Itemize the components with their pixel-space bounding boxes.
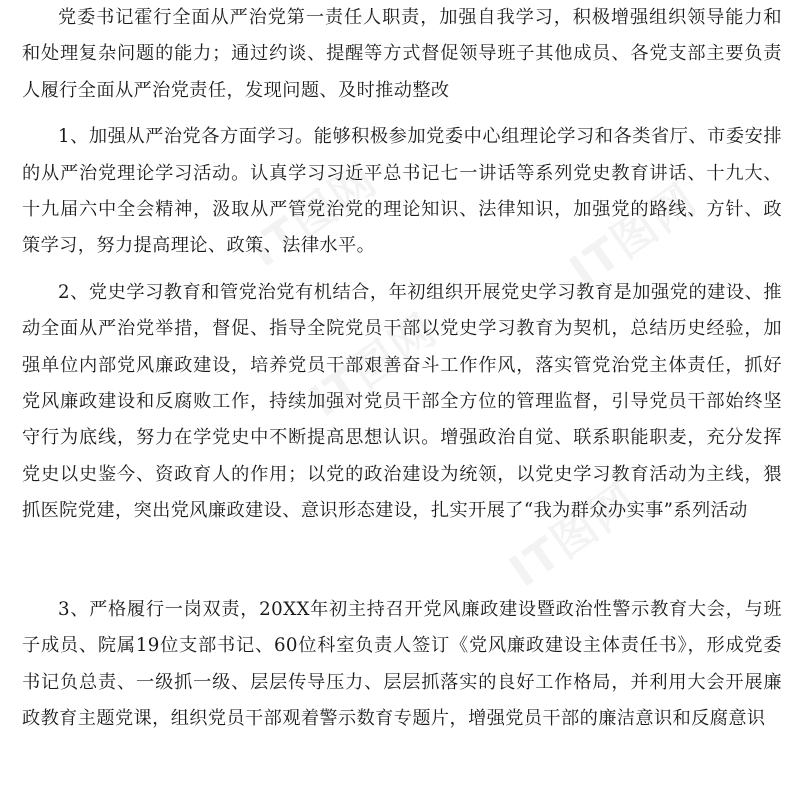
paragraph-item-1: 1、加强从严治党各方面学习。能够积极参加党委中心组理论学习和各类省厅、市委安排的从严治党理论学习活动。认真学习习近平总书记七一讲话等系列党史教育讲话、十九大、十九届六中全会精神，汲取从严管党治党的理论知识、法律知识，加强党的路线、方针、政策学习，努力提高理论、政策、法律水平。 xyxy=(22,126,782,257)
paragraph-item-2: 2、党史学习教育和管党治党有机结合，年初组织开展党史学习教育是加强党的建设、推动全面从严治党举措，督促、指导全院党员干部以党史学习教育为契机，总结历史经验，加强单位内部党风廉政建设，培养党员干部艰善奋斗工作作风，落实管党治党主体责任，抓好党风廉政建设和反腐败工作，持续加强对党员干部全方位的管理监督，引导党员干部始终坚守行为底线，努力在学党史中不断提高思想认识。增强政治自觉、联系职能职麦，充分发挥党史以史鉴今、资政育人的作用；以党的政治建设为统领，以党史学习教育活动为主线，猥抓医院党建，突出党风廉政建设、意识形态建设，扎实开展了“我为群众办实事”系列活动 xyxy=(22,281,782,522)
paragraph-intro: 党委书记霍行全面从严治党第一责任人职责，加强自我学习，积极增强组织领导能力和和处理复杂问题的能力；通过约谈、提醒等方式督促领导班子其他成员、各党支部主要负责人履行全面从严治党责任，发现问题、及时推动整改 xyxy=(22,7,782,101)
paragraph-item-3: 3、严格履行一岗双责，20XX年初主持召开党风廉政建设暨政治性警示教育大会，与班子成员、院属19位支部书记、60位科室负责人签订《党风廉政建设主体责任书》，形成党委书记负总责、一级抓一级、层层传导压力、层层抓落实的良好工作格局，并利用大会开展廉政教育主题党课，组织党员干部观着警示数育专题片，增强党员干部的廉洁意识和反腐意识 xyxy=(22,598,782,729)
document-body xyxy=(22,0,782,737)
